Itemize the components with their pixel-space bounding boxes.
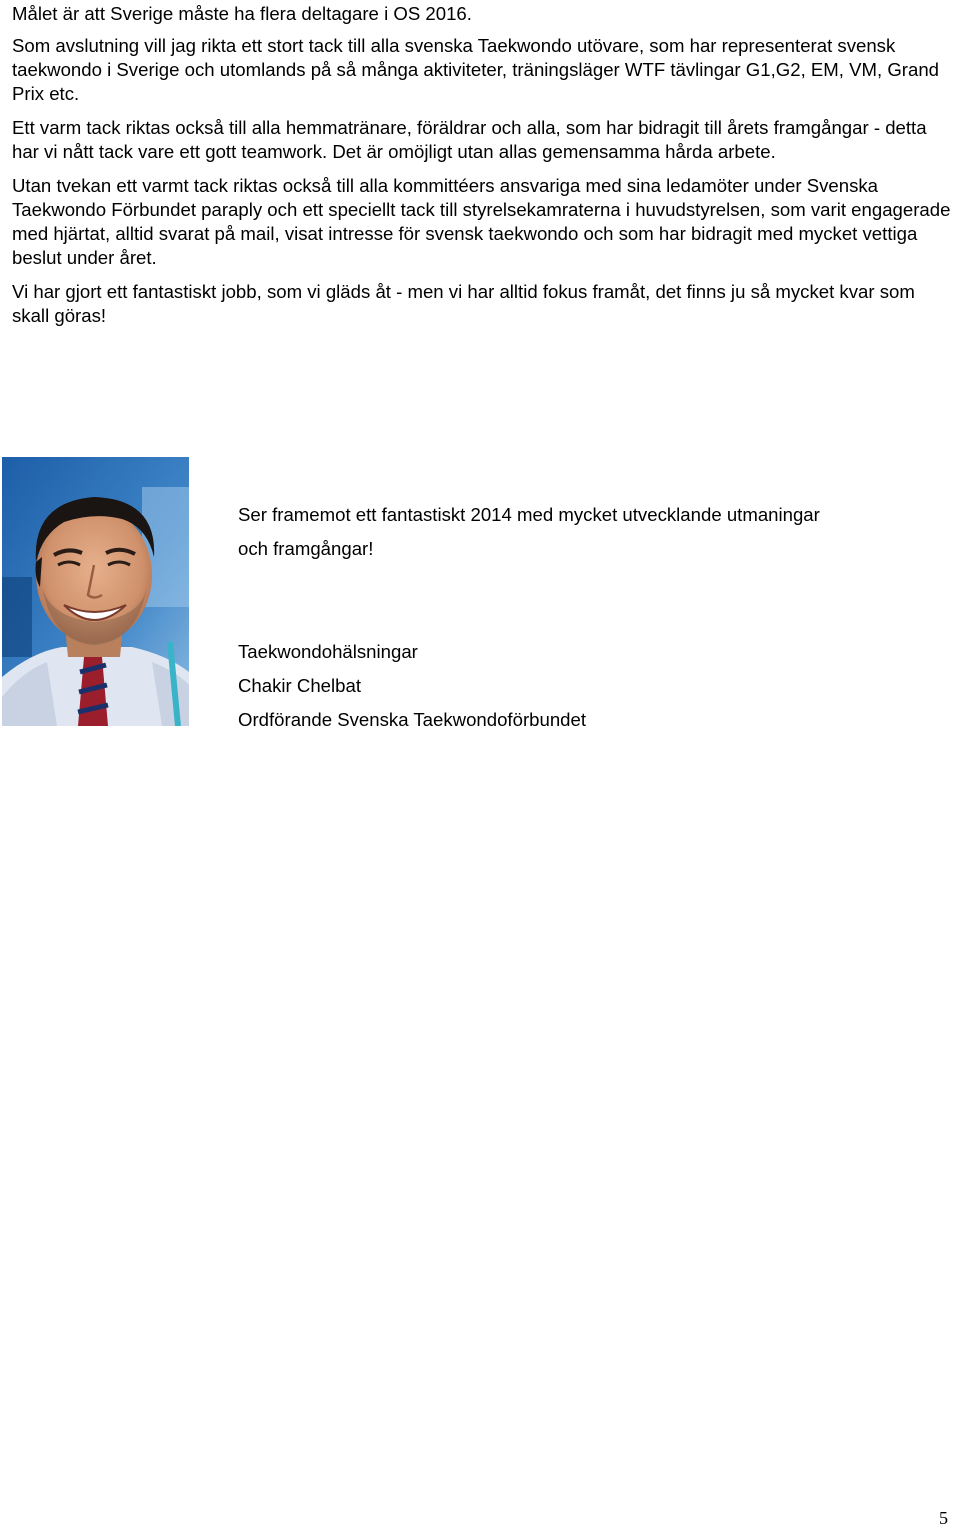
paragraph-thanks-athletes: Som avslutning vill jag rikta ett stort tack till alla svenska Taekwondo utövare, som har representerat svensk taekwondo i Sverige och utomlands på så många aktiviteter, träningsläger WTF tävlingar G1,G2, EM, VM, Grand Prix etc. [12, 35, 940, 104]
signature-block [238, 635, 586, 737]
page-number: 5 [939, 1508, 948, 1528]
paragraph-focus-forward: Vi har gjort ett fantastiskt jobb, som vi gläds åt - men vi har alltid fokus framåt, det finns ju så mycket kvar som skall göras! [12, 281, 915, 326]
paragraph-goal: Målet är att Sverige måste ha flera deltagare i OS 2016. [12, 3, 472, 24]
closing-wish [238, 498, 820, 566]
closing-wish-line-1: Ser framemot ett fantastiskt 2014 med mycket utvecklande utmaningar [238, 504, 820, 525]
portrait-photo [2, 457, 189, 726]
closing-wish-line-2: och framgångar! [238, 538, 374, 559]
greeting: Taekwondohälsningar [238, 641, 418, 662]
paragraph-thanks-committees: Utan tvekan ett varmt tack riktas också till alla kommittéers ansvariga med sina ledamöter under Svenska Taekwondo Förbundet paraply och ett speciellt tack till styrelsekamraterna i huvudstyrelsen, som varit engagerade med hjärtat, alltid svarat på mail, visat intresse för svensk taekwondo och som har bidragit med mycket vettiga beslut under året. [12, 175, 951, 268]
signer-name: Chakir Chelbat [238, 675, 361, 696]
body-text [12, 2, 952, 338]
signer-title: Ordförande Svenska Taekwondoförbundet [238, 709, 587, 730]
paragraph-thanks-coaches: Ett varm tack riktas också till alla hemmatränare, föräldrar och alla, som har bidragit till årets framgångar - detta har vi nått tack vare ett gott teamwork. Det är omöjligt utan allas gemensamma hårda arbete. [12, 117, 927, 162]
